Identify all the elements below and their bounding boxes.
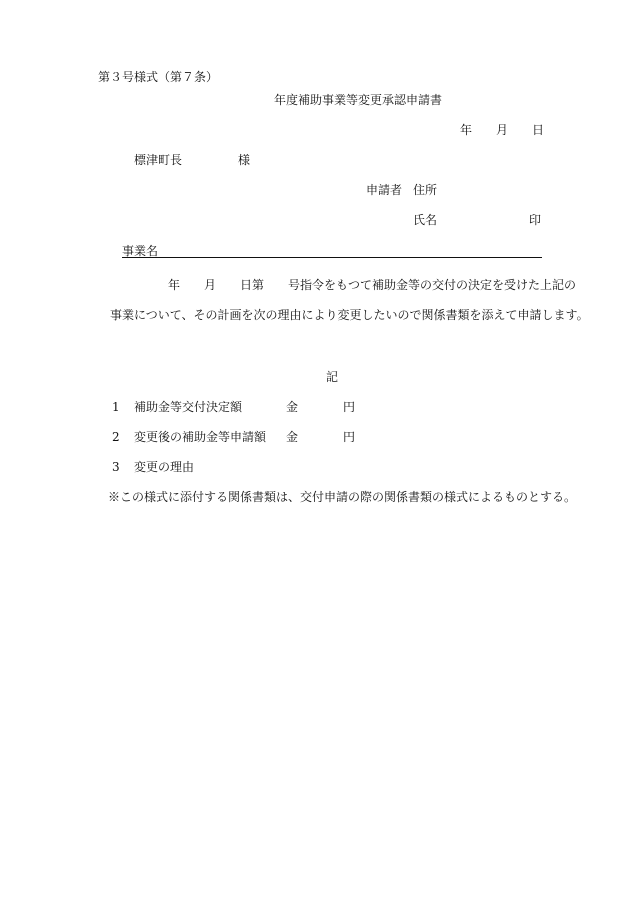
body-text-line-2: 事業について、その計画を次の理由により変更したいので関係書類を添えて申請します。 bbox=[110, 308, 589, 322]
item-text: 変更の理由 bbox=[134, 460, 195, 474]
item-number: 3 bbox=[112, 460, 120, 474]
body-month-label: 月 bbox=[204, 278, 217, 292]
form-number: 第３号様式（第７条） bbox=[98, 70, 219, 84]
item-text: 補助金等交付決定額 bbox=[134, 400, 243, 414]
ki-heading: 記 bbox=[326, 370, 339, 384]
date-month-label: 月 bbox=[496, 123, 509, 137]
project-name-underline bbox=[122, 257, 542, 258]
item-text: 変更後の補助金等申請額 bbox=[134, 430, 267, 444]
addressee-name: 標津町長 bbox=[134, 153, 183, 167]
item-number: 1 bbox=[112, 400, 120, 414]
document-title: 年度補助事業等変更承認申請書 bbox=[274, 93, 443, 107]
address-label: 住所 bbox=[413, 183, 438, 197]
item-number: 2 bbox=[112, 430, 120, 444]
body-day-number-label: 日第 bbox=[240, 278, 265, 292]
name-label: 氏名 bbox=[413, 213, 438, 227]
body-text-line-1 bbox=[168, 279, 576, 291]
body-line1-rest: 号指令をもつて補助金等の交付の決定を受けた上記の bbox=[288, 278, 577, 292]
addressee-honorific: 様 bbox=[238, 153, 251, 167]
applicant-label: 申請者 bbox=[366, 183, 403, 197]
item-en-label: 円 bbox=[343, 430, 356, 444]
date-year-label: 年 bbox=[460, 123, 473, 137]
date-day-label: 日 bbox=[532, 123, 545, 137]
body-year-label: 年 bbox=[168, 278, 181, 292]
footnote: ※この様式に添付する関係書類は、交付申請の際の関係書類の様式によるものとする。 bbox=[108, 490, 577, 504]
item-en-label: 円 bbox=[343, 400, 356, 414]
project-name-label: 事業名 bbox=[122, 244, 159, 258]
item-kin-label: 金 bbox=[286, 430, 299, 444]
item-kin-label: 金 bbox=[286, 400, 299, 414]
seal-label: 印 bbox=[529, 213, 542, 227]
